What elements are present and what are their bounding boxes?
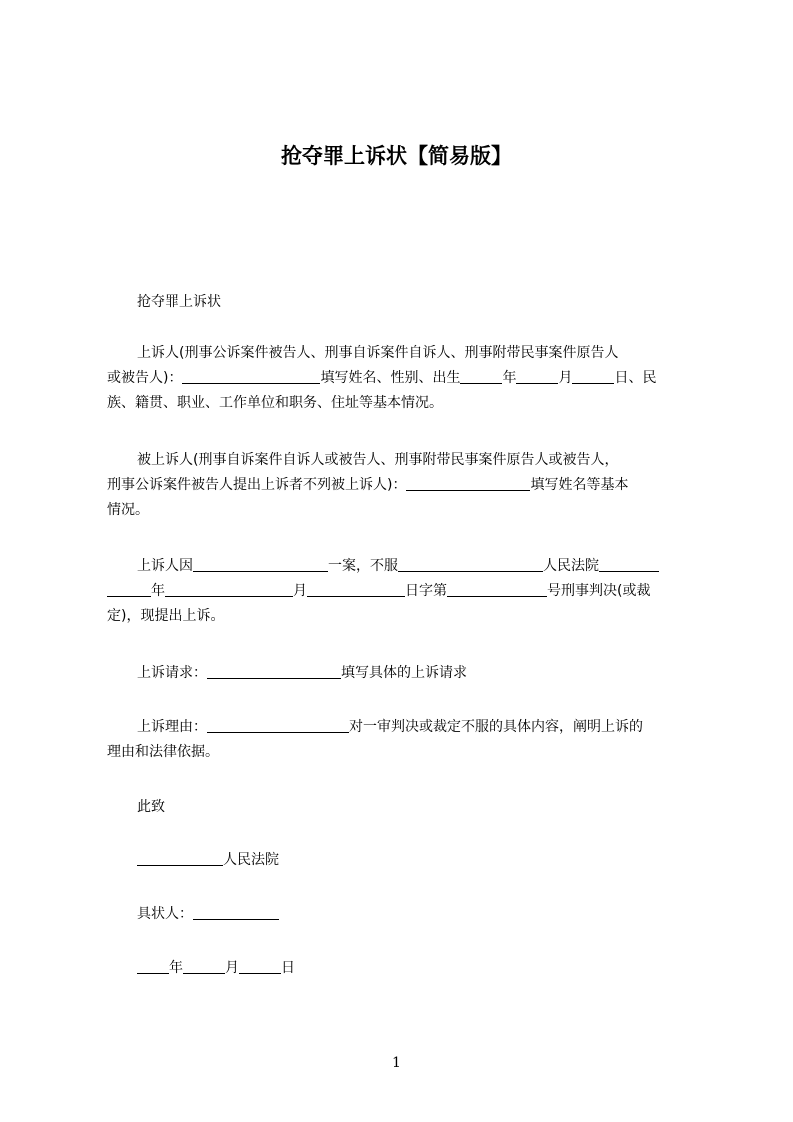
appellee-line-3: 情况。 <box>107 502 149 518</box>
date-day-blank[interactable] <box>239 959 281 974</box>
page-title: 抢夺罪上诉状【简易版】 <box>281 144 512 168</box>
verdict-number-blank[interactable] <box>447 582 547 597</box>
birth-day-blank[interactable] <box>572 369 614 384</box>
verdict-year-blank-b[interactable] <box>107 582 151 597</box>
closing-section <box>107 795 702 820</box>
appellee-section <box>107 448 702 523</box>
date-year-blank[interactable] <box>137 959 169 974</box>
appellant-name-blank[interactable] <box>182 369 320 384</box>
verdict-month-blank[interactable] <box>165 582 293 597</box>
appellant-line-1: 上诉人(刑事公诉案件被告人、刑事自诉案件自诉人、刑事附带民事案件原告人 <box>137 345 619 361</box>
case-name-blank[interactable] <box>193 557 328 572</box>
court-line: 人民法院 <box>107 848 702 873</box>
date-section <box>107 956 702 981</box>
recipient-court-blank[interactable] <box>137 851 223 866</box>
reason-line-2: 理由和法律依据。 <box>107 744 219 760</box>
appellant-line-2: 或被告人)： 填写姓名、性别、出生 年 月 日、民 <box>107 370 657 386</box>
case-line-2: 年 月 日字第 号刑事判决(或裁 <box>107 579 702 604</box>
page-number: 1 <box>392 1055 401 1071</box>
birth-year-blank[interactable] <box>460 369 502 384</box>
appellee-line-1: 被上诉人(刑事自诉案件自诉人或被告人、刑事附带民事案件原告人或被告人， <box>137 452 619 468</box>
case-line-1: 上诉人因 一案，不服 人民法院 <box>107 554 702 579</box>
signer-blank[interactable] <box>193 905 279 920</box>
verdict-day-blank[interactable] <box>307 582 405 597</box>
document-heading: 抢夺罪上诉状 <box>137 294 221 310</box>
appellee-line-2: 刑事公诉案件被告人提出上诉者不列被上诉人)： 填写姓名等基本 <box>107 477 629 493</box>
court-name-blank[interactable] <box>398 557 543 572</box>
signer-line: 具状人： <box>107 902 702 927</box>
date-line: 年 月 日 <box>107 956 702 981</box>
court-section <box>107 848 702 873</box>
verdict-year-blank-a[interactable] <box>599 557 659 572</box>
request-blank[interactable] <box>207 664 341 679</box>
reason-line-1: 上诉理由： 对一审判决或裁定不服的具体内容，阐明上诉的 <box>137 719 643 735</box>
heading-section <box>107 290 702 315</box>
case-line-3: 定)，现提出上诉。 <box>107 608 225 624</box>
request-section <box>107 661 702 686</box>
birth-month-blank[interactable] <box>516 369 558 384</box>
date-month-blank[interactable] <box>183 959 225 974</box>
reason-section <box>107 715 702 765</box>
appellant-section <box>107 341 702 416</box>
case-section <box>107 554 702 629</box>
closing-text: 此致 <box>137 799 165 815</box>
appellee-name-blank[interactable] <box>406 476 530 491</box>
reason-blank[interactable] <box>207 718 349 733</box>
signer-section <box>107 902 702 927</box>
appellant-line-3: 族、籍贯、职业、工作单位和职务、住址等基本情况。 <box>107 395 443 411</box>
request-line: 上诉请求： 填写具体的上诉请求 <box>137 665 467 681</box>
